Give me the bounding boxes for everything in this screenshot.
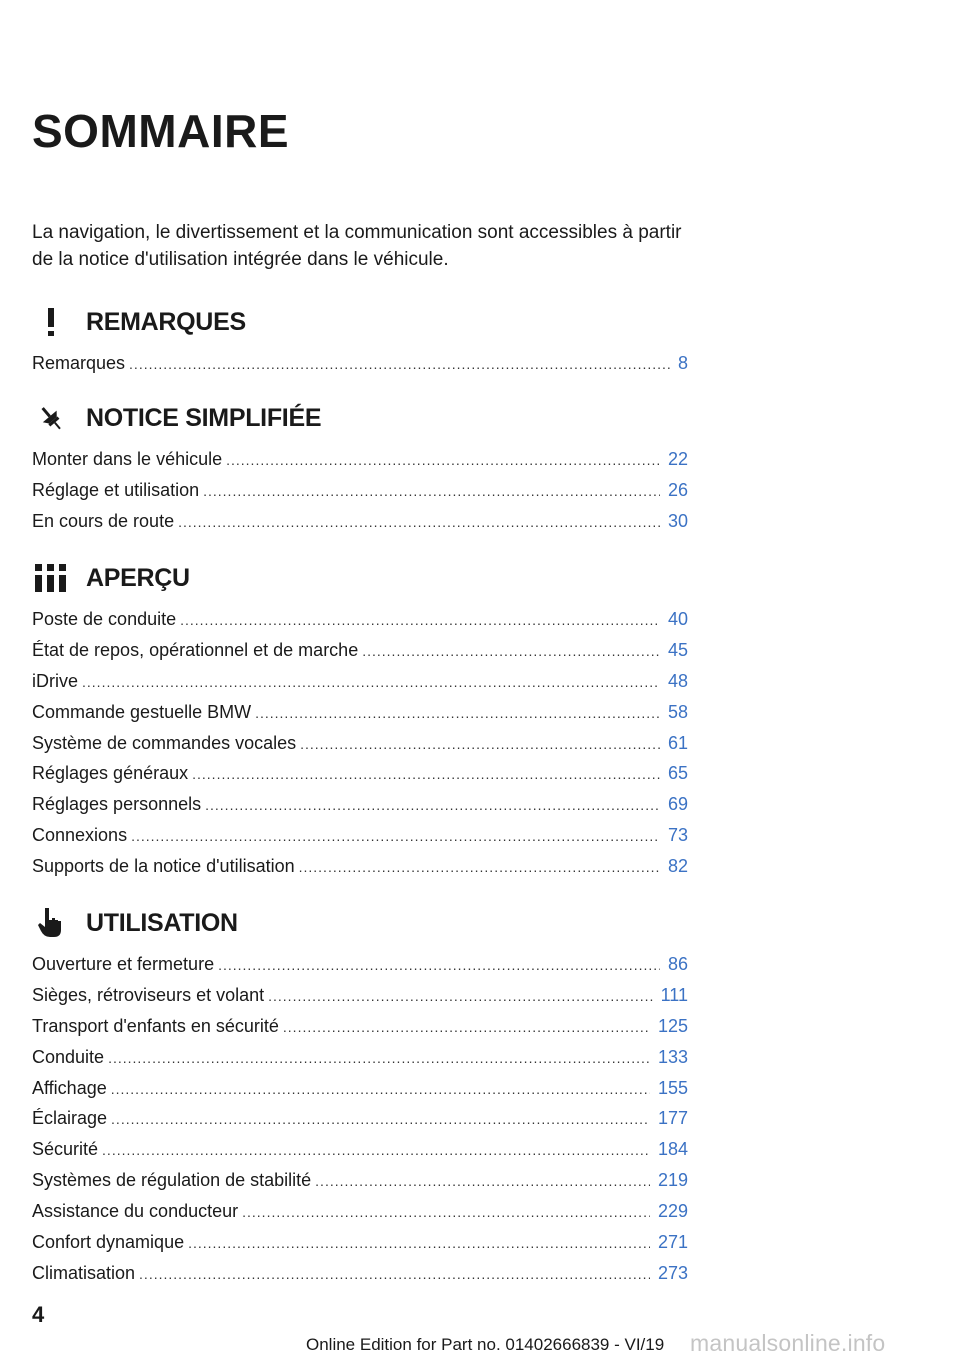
toc-entry[interactable] [32,1198,688,1229]
footer-watermark: manualsonline.info [690,1330,886,1356]
toc-entry[interactable] [32,1105,688,1136]
toc-page-link[interactable]: 45 [667,639,688,660]
page-title: SOMMAIRE [32,105,289,157]
toc-entry-label: Remarques [32,353,126,373]
intro-text: La navigation, le divertissement et la communication sont accessibles à partir de la notice d'utilisation intégrée dans le véhicule. [32,222,682,270]
dot-leader [242,1199,650,1225]
toc-entry-label: Transport d'enfants en sécurité [32,1015,279,1036]
dot-leader [111,1106,650,1132]
dot-leader [131,823,660,849]
section-notice-simplifiee [32,394,688,539]
section-remarques [32,298,688,381]
section-header [32,899,688,947]
dot-leader [82,669,660,695]
toc-page-link[interactable]: 8 [677,353,688,373]
toc-page-link[interactable]: 229 [657,1201,688,1222]
dot-leader [108,1045,650,1071]
toc-page-link[interactable]: 177 [657,1108,688,1129]
toc-entry[interactable] [32,730,688,761]
toc-entry[interactable] [32,477,688,508]
toc-page-link[interactable]: 219 [657,1170,688,1191]
toc-entry[interactable] [32,606,688,637]
toc-page-link[interactable]: 58 [667,701,688,722]
dot-leader [268,983,653,1009]
toc-entry-label: Sièges, rétroviseurs et volant [32,984,265,1005]
section-title: UTILISATION [86,909,238,937]
toc-page-link[interactable]: 73 [667,825,688,846]
toc-entry-label: Supports de la notice d'utilisation [32,856,295,877]
toc-page-link[interactable]: 271 [657,1232,688,1253]
toc-page-link[interactable]: 86 [667,954,688,974]
toc-entry-remarques[interactable] [32,350,688,381]
toc-entry[interactable] [32,446,688,477]
toc-entry[interactable] [32,760,688,791]
toc-entry[interactable] [32,508,688,539]
dot-leader [218,952,660,978]
dot-leader [111,1076,650,1102]
dot-leader [102,1137,650,1163]
toc-entry-label: Système de commandes vocales [32,732,297,753]
toc-entry[interactable] [32,1075,688,1106]
toc-page-link[interactable]: 273 [657,1262,688,1283]
toc-page-link[interactable]: 82 [667,856,688,877]
pin-icon [32,402,70,434]
toc-entry-label: Éclairage [32,1108,108,1129]
toc-entry-label: Monter dans le véhicule [32,449,223,469]
section-title: NOTICE SIMPLIFIÉE [86,404,322,432]
toc-page-link[interactable]: 30 [667,510,688,531]
dot-leader [192,761,660,787]
toc-entry-label: Conduite [32,1046,105,1067]
toc-entry[interactable] [32,982,688,1013]
dot-leader [180,607,660,633]
toc-entry-label: En cours de route [32,510,175,531]
toc-page-link[interactable]: 26 [667,479,688,500]
toc-page-link[interactable]: 111 [660,984,688,1005]
section-title: REMARQUES [86,308,246,336]
toc-list [32,446,688,539]
section-header [32,298,688,346]
toc-entry[interactable] [32,668,688,699]
toc-entry[interactable] [32,637,688,668]
toc-page-link[interactable]: 69 [667,794,688,815]
toc-entry-label: Connexions [32,825,128,846]
dot-leader [203,478,660,504]
toc-entry[interactable] [32,1229,688,1260]
toc-entry[interactable] [32,951,688,982]
dot-leader [283,1014,650,1040]
dot-leader [129,351,670,377]
toc-list [32,951,688,1291]
dot-leader [315,1168,650,1194]
section-title: APERÇU [86,564,190,592]
toc-entry-label: Systèmes de régulation de stabilité [32,1170,312,1191]
toc-entry-label: État de repos, opérationnel et de marche [32,639,359,660]
section-header [32,394,688,442]
toc-page-link[interactable]: 61 [667,732,688,753]
toc-page-link[interactable]: 184 [657,1139,688,1160]
toc-entry[interactable] [32,1044,688,1075]
toc-entry-label: Sécurité [32,1139,99,1160]
footer-edition: Online Edition for Part no. 01402666839 - VI/19 [306,1335,665,1354]
toc-list [32,606,688,884]
toc-entry-label: Réglages généraux [32,763,189,784]
page-number: 4 [32,1302,45,1327]
dot-leader [178,509,660,535]
dot-leader [299,854,660,880]
dot-leader [188,1230,650,1256]
toc-entry-label: Ouverture et fermeture [32,954,215,974]
toc-page-link[interactable]: 125 [657,1015,688,1036]
toc-entry[interactable] [32,1260,688,1291]
toc-page-link[interactable]: 133 [657,1046,688,1067]
toc-page-link[interactable]: 155 [657,1077,688,1098]
toc-list [32,350,688,381]
toc-page-link[interactable]: 65 [667,763,688,784]
toc-entry-label: Confort dynamique [32,1232,185,1253]
toc-entry[interactable] [32,791,688,822]
hand-pointer-icon [32,907,70,939]
dot-leader [300,731,660,757]
toc-entry-label: Réglage et utilisation [32,479,200,500]
toc-entry-label: Climatisation [32,1262,136,1283]
grid-icon [32,562,70,594]
toc-entry[interactable] [32,853,688,884]
toc-page-link[interactable]: 40 [667,609,688,629]
toc-entry-label: Assistance du conducteur [32,1201,239,1222]
dot-leader [255,700,660,726]
toc-entry[interactable] [32,1013,688,1044]
section-apercu [32,554,688,884]
section-utilisation [32,899,688,1291]
toc-entry[interactable] [32,1167,688,1198]
toc-entry[interactable] [32,1136,688,1167]
dot-leader [205,792,660,818]
toc-entry[interactable] [32,822,688,853]
dot-leader [139,1261,650,1287]
toc-entry-label: Affichage [32,1077,107,1098]
toc-entry-label: Réglages personnels [32,794,202,815]
toc-page-link[interactable]: 48 [667,670,688,691]
dot-leader [226,447,660,473]
toc-entry-label: Commande gestuelle BMW [32,701,252,722]
toc-entry-label: iDrive [32,670,79,691]
section-header [32,554,688,602]
toc-entry-label: Poste de conduite [32,609,177,629]
toc-page-link[interactable]: 22 [667,449,688,469]
toc-entry[interactable] [32,699,688,730]
exclamation-icon [32,306,70,338]
dot-leader [362,638,660,664]
